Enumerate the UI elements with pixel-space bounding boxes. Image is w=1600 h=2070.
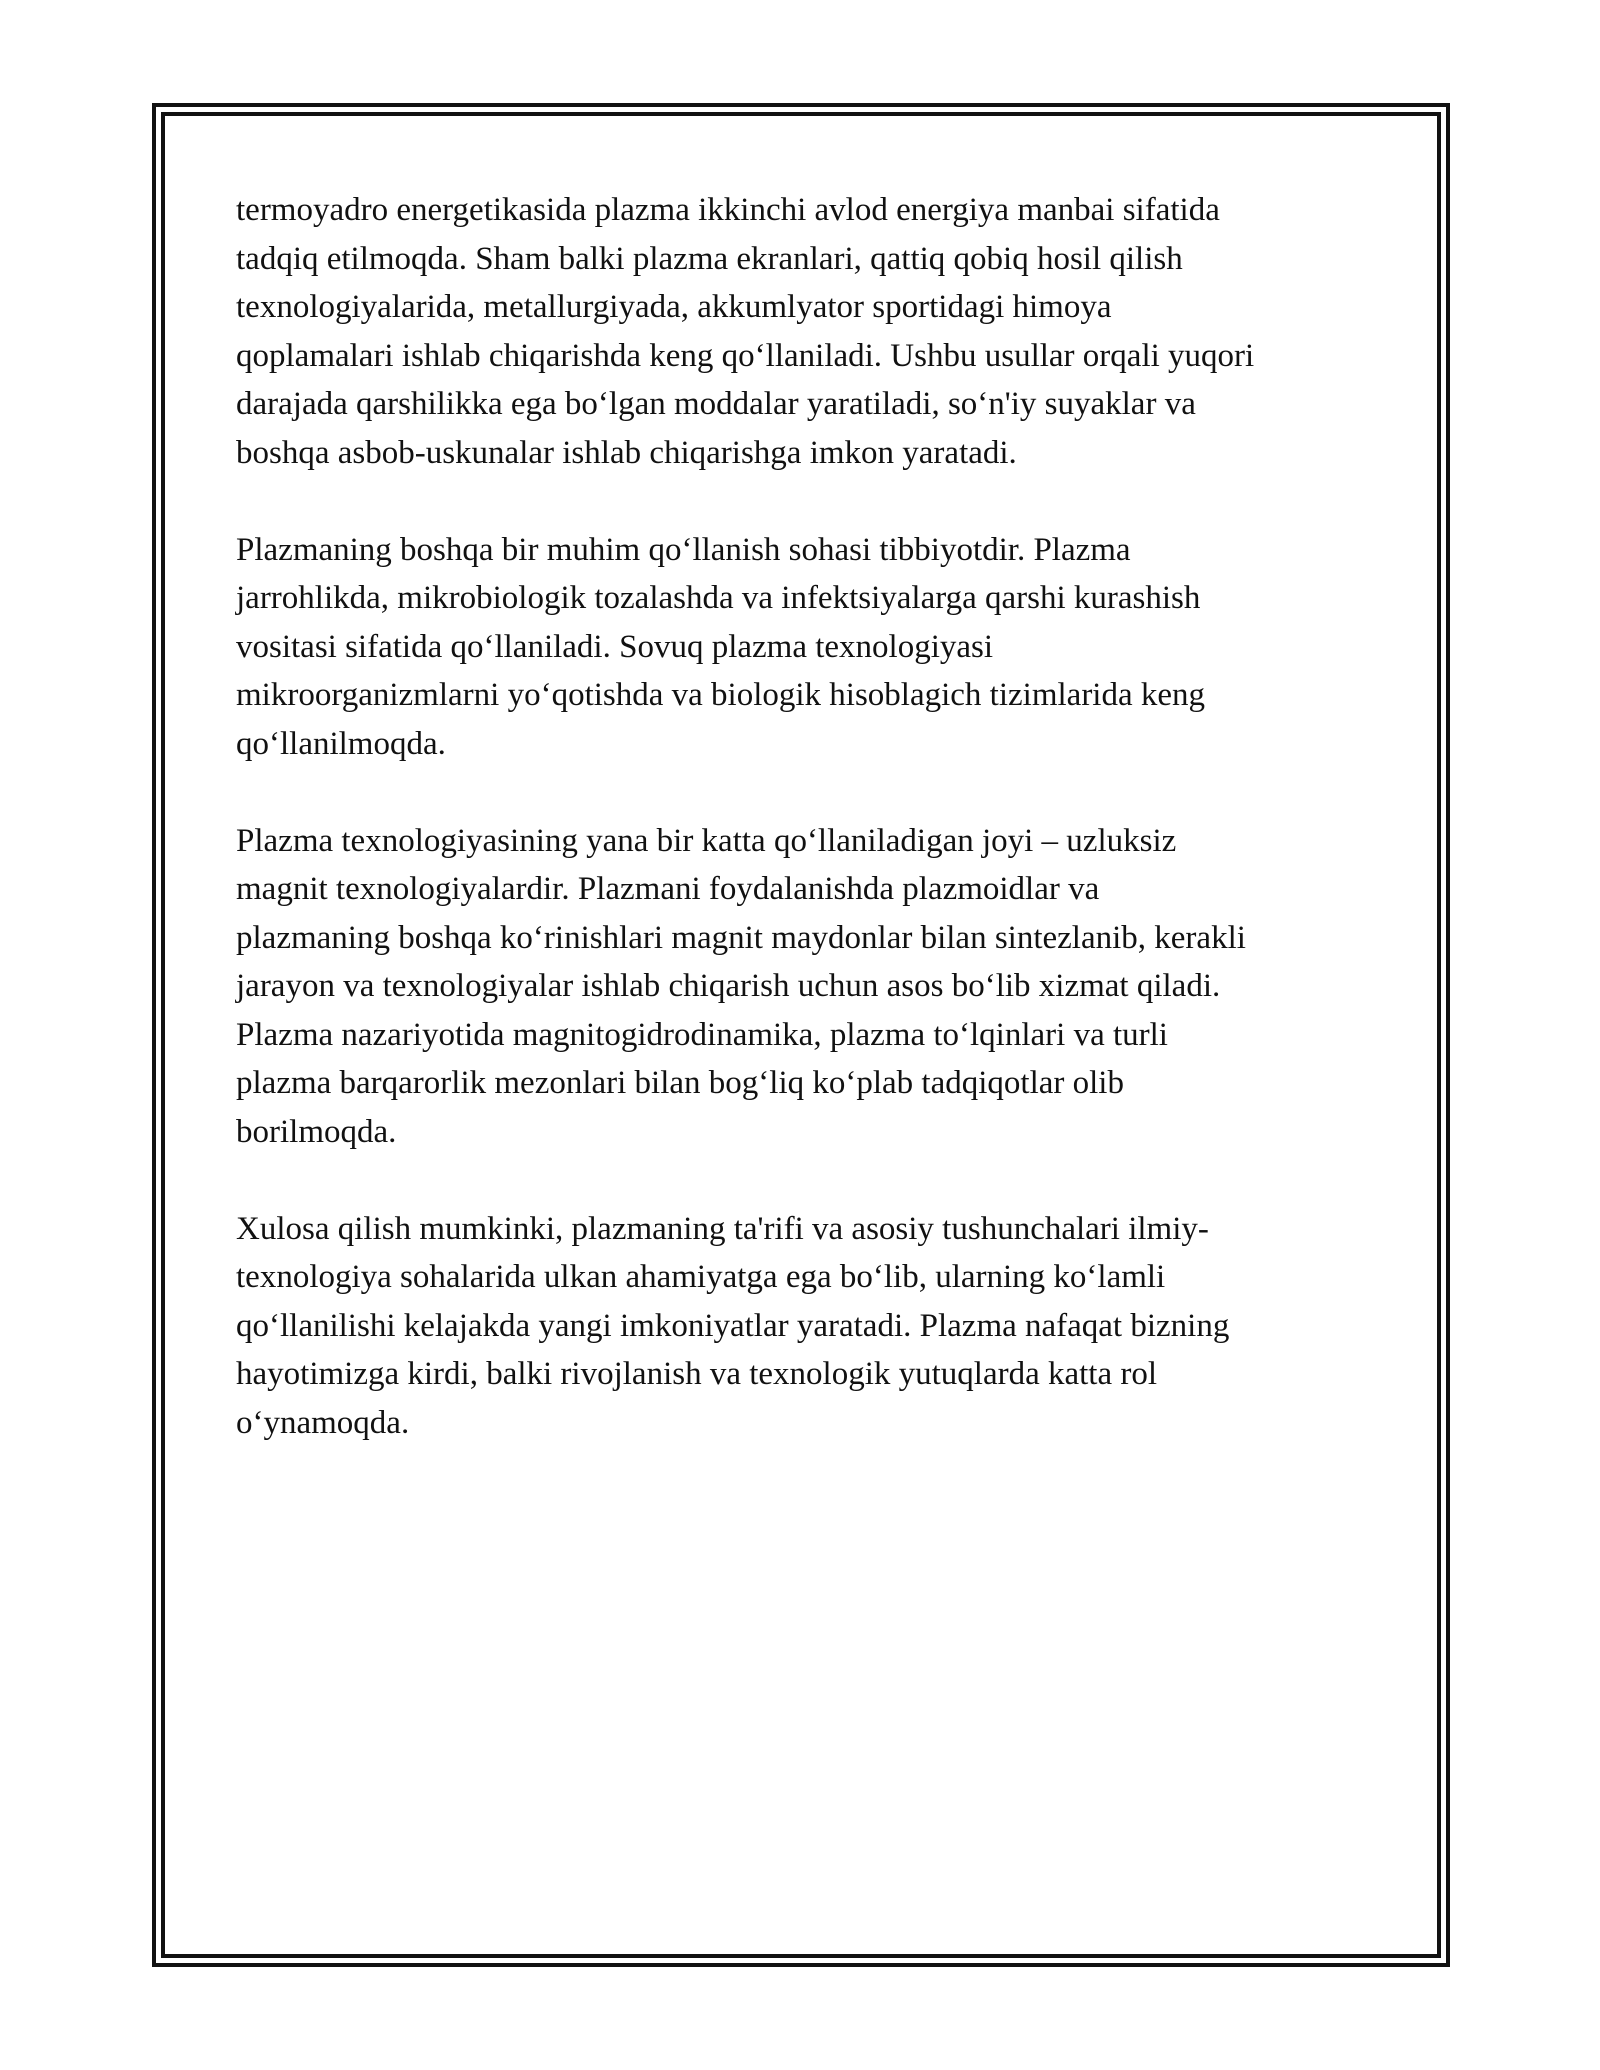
- paragraph-1: termoyadro energetikasida plazma ikkinchi avlod energiya manbai sifatida tadqiq etilmoqda. Sham balki plazma ekranlari, qattiq qobiq hosil qilish texnologiyalarida, metallurgiyada, akkumlyator sportidagi himoya qoplamalari ishlab chiqarishda keng qo‘llaniladi. Ushbu usullar orqali yuqori darajada qarshilikka ega bo‘lgan moddalar yaratiladi, so‘n'iy suyaklar va boshqa asbob-uskunalar ishlab chiqarishga imkon yaratadi.: [236, 192, 1255, 471]
- paragraph-2: Plazmaning boshqa bir muhim qo‘llanish sohasi tibbiyotdir. Plazma jarrohlikda, mikrobiologik tozalashda va infektsiyalarga qarshi kurashish vositasi sifatida qo‘llaniladi. Sovuq plazma texnologiyasi mikroorganizmlarni yo‘qotishda va biologik hisoblagich tizimlarida keng qo‘llanilmoqda.: [236, 531, 1206, 762]
- paragraph-4: Xulosa qilish mumkinki, plazmaning ta'rifi va asosiy tushunchalari ilmiy- texnologiya sohalarida ulkan ahamiyatga ega bo‘lib, ularning ko‘lamli qo‘llanilishi kelajakda yangi imkoniyatlar yaratadi. Plazma nafaqat bizning hayotimizga kirdi, balki rivojlanish va texnologik yutuqlarda katta rol o‘ynamoqda.: [236, 1210, 1230, 1441]
- paragraph-3: Plazma texnologiyasining yana bir katta qo‘llaniladigan joyi – uzluksiz magnit texnologiyalardir. Plazmani foydalanishda plazmoidlar va plazmaning boshqa ko‘rinishlari magnit maydonlar bilan sintezlanib, kerakli jarayon va texnologiyalar ishlab chiqarish uchun asos bo‘lib xizmat qiladi. Plazma nazariyotida magnitogidrodinamika, plazma to‘lqinlari va turli plazma barqarorlik mezonlari bilan bog‘liq ko‘plab tadqiqotlar olib borilmoqda.: [236, 822, 1246, 1150]
- document-body: [236, 186, 1376, 1496]
